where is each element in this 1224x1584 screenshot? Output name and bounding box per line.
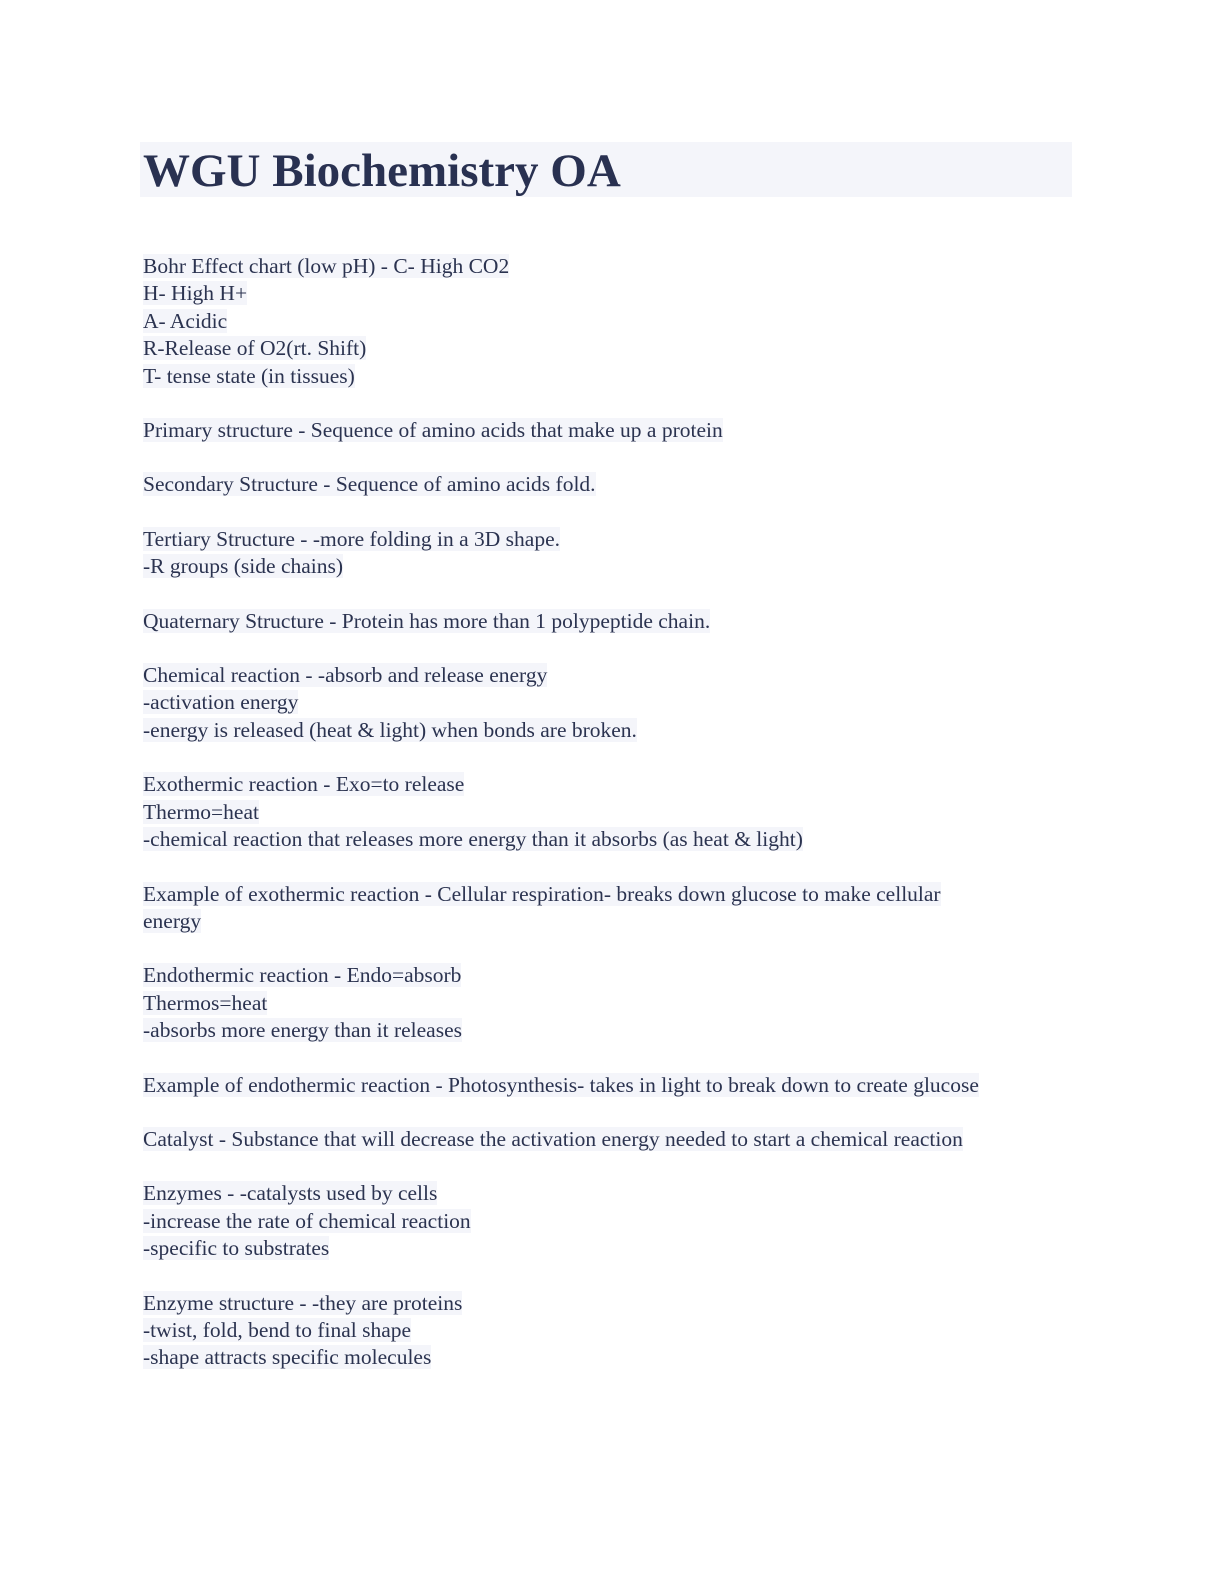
page-title: WGU Biochemistry OA — [143, 145, 621, 197]
entry-line — [143, 662, 1083, 689]
entry-line — [143, 799, 1083, 826]
entry-line — [143, 1317, 1083, 1344]
entry-line — [143, 608, 1083, 635]
entry-line-text: Primary structure - Sequence of amino acids that make up a protein — [143, 418, 723, 443]
entry-line — [143, 280, 1083, 307]
entry-line — [143, 335, 1083, 362]
entry-line-text: -twist, fold, bend to final shape — [143, 1317, 412, 1342]
entry-line — [143, 253, 1083, 280]
entry-line-text: R-Release of O2(rt. Shift) — [143, 336, 367, 361]
flashcard-entry — [143, 526, 1083, 581]
entry-line — [143, 826, 1083, 853]
entry-line — [143, 308, 1083, 335]
entry-line-text: Catalyst - Substance that will decrease the activation energy needed to start a chemical reaction — [143, 1126, 963, 1151]
entry-line — [143, 990, 1083, 1017]
entry-line-text: Quaternary Structure - Protein has more than 1 polypeptide chain. — [143, 608, 711, 633]
entry-line-text: A- Acidic — [143, 308, 228, 333]
entry-line — [143, 363, 1083, 390]
entry-line-text: -shape attracts specific molecules — [143, 1345, 432, 1370]
entry-line-text: -R groups (side chains) — [143, 554, 344, 579]
entry-line-text: -chemical reaction that releases more energy than it absorbs (as heat & light) — [143, 827, 803, 852]
entry-line-text: -increase the rate of chemical reaction — [143, 1208, 471, 1233]
entry-line-text: T- tense state (in tissues) — [143, 363, 355, 388]
entry-line-text: Chemical reaction - -absorb and release energy — [143, 663, 548, 688]
flashcard-entry — [143, 1180, 1083, 1262]
entry-line — [143, 417, 1083, 444]
entry-line-text: Example of endothermic reaction - Photosynthesis- takes in light to break down to create glucose — [143, 1072, 979, 1097]
entry-line — [143, 526, 1083, 553]
flashcard-entry — [143, 1290, 1083, 1372]
entry-line — [143, 881, 1083, 908]
flashcard-list — [143, 253, 1083, 1399]
entry-line-text: -specific to substrates — [143, 1236, 330, 1261]
entry-line — [143, 717, 1083, 744]
entry-line — [143, 1208, 1083, 1235]
flashcard-entry — [143, 608, 1083, 635]
entry-line — [143, 908, 1083, 935]
entry-line — [143, 689, 1083, 716]
flashcard-entry — [143, 253, 1083, 390]
flashcard-entry — [143, 1126, 1083, 1153]
entry-line-text: Example of exothermic reaction - Cellular respiration- breaks down glucose to make cellular — [143, 881, 941, 906]
entry-line-text: Endothermic reaction - Endo=absorb — [143, 963, 462, 988]
flashcard-entry — [143, 881, 1083, 936]
entry-line — [143, 553, 1083, 580]
entry-line — [143, 1072, 1083, 1099]
entry-line-text: Bohr Effect chart (low pH) - C- High CO2 — [143, 254, 510, 278]
entry-line-text: Thermos=heat — [143, 990, 268, 1015]
entry-line-text: Thermo=heat — [143, 799, 259, 824]
entry-line-text: H- High H+ — [143, 281, 248, 306]
entry-line — [143, 471, 1083, 498]
entry-line — [143, 771, 1083, 798]
flashcard-entry — [143, 662, 1083, 744]
entry-line-text: Enzymes - -catalysts used by cells — [143, 1181, 438, 1206]
entry-line-text: Exothermic reaction - Exo=to release — [143, 772, 465, 797]
entry-line — [143, 1180, 1083, 1207]
entry-line — [143, 1126, 1083, 1153]
entry-line-text: Tertiary Structure - -more folding in a 3D shape. — [143, 526, 561, 551]
flashcard-entry — [143, 962, 1083, 1044]
entry-line — [143, 1235, 1083, 1262]
flashcard-entry — [143, 771, 1083, 853]
entry-line — [143, 1017, 1083, 1044]
flashcard-entry — [143, 417, 1083, 444]
entry-line-text: -activation energy — [143, 690, 299, 715]
entry-line-text: Secondary Structure - Sequence of amino acids fold. — [143, 472, 596, 497]
entry-line — [143, 1344, 1083, 1371]
entry-line-text: -energy is released (heat & light) when bonds are broken. — [143, 717, 637, 742]
entry-line — [143, 962, 1083, 989]
entry-line-text: energy — [143, 908, 202, 933]
entry-line — [143, 1290, 1083, 1317]
entry-line-text: Enzyme structure - -they are proteins — [143, 1290, 463, 1315]
flashcard-entry — [143, 471, 1083, 498]
entry-line-text: -absorbs more energy than it releases — [143, 1018, 463, 1043]
flashcard-entry — [143, 1072, 1083, 1099]
title-highlight — [140, 142, 1072, 197]
